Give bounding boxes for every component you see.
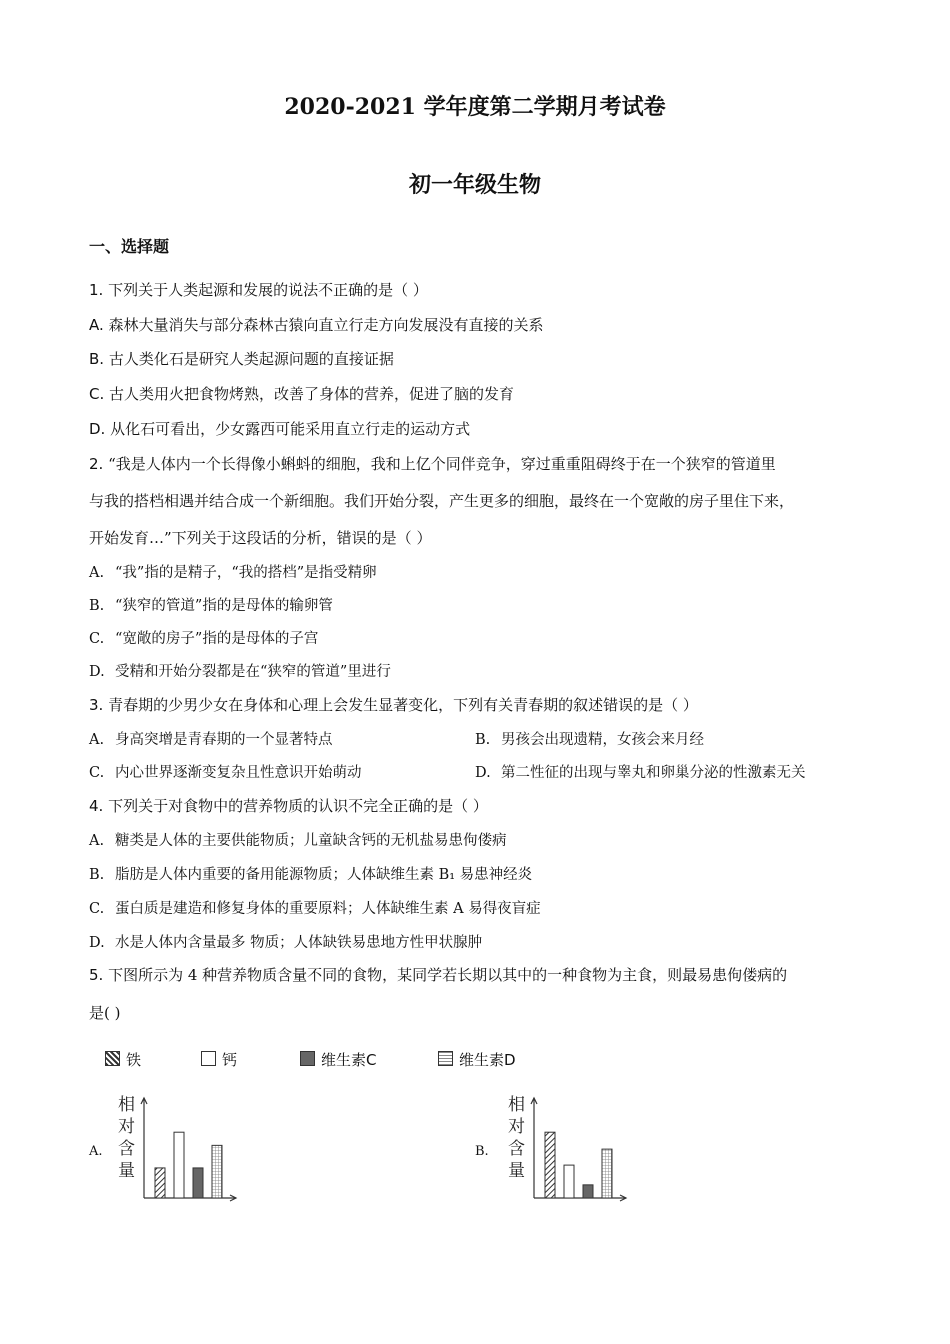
grid-swatch xyxy=(438,1051,453,1066)
y-axis-label-char: 相 xyxy=(118,1095,135,1115)
option: D. 从化石可看出，少女露西可能采用直立行走的运动方式 xyxy=(89,420,471,438)
y-axis-label-char: 对 xyxy=(118,1117,135,1137)
bar-vitamin-c xyxy=(583,1185,593,1198)
question-2 xyxy=(89,453,776,474)
bar-iron xyxy=(545,1132,555,1198)
section-heading: 一、选择题 xyxy=(89,237,170,256)
question-number: 1. xyxy=(89,281,104,299)
option: C. “宽敞的房子”指的是母体的子宫 xyxy=(89,631,319,647)
y-axis-label-char: 量 xyxy=(118,1161,135,1181)
dark-swatch xyxy=(300,1051,315,1066)
question-stem-line: 与我的搭档相遇并结合成一个新细胞。我们开始分裂，产生更多的细胞，最终在一个宽敞的房子里住下来， xyxy=(89,492,795,510)
option: D. 受精和开始分裂都是在“狭窄的管道”里进行 xyxy=(89,664,391,680)
option: A. “我”指的是精子，“我的搭档”是指受精卵 xyxy=(89,565,377,581)
chart-b xyxy=(500,1090,630,1205)
option: B. “狭窄的管道”指的是母体的输卵管 xyxy=(89,598,333,614)
chart-a-option: A. xyxy=(89,1144,103,1159)
question-stem: 青春期的少男少女在身体和心理上会发生显著变化，下列有关青春期的叙述错误的是（ ） xyxy=(103,696,698,714)
question-5 xyxy=(89,964,787,985)
legend-item-vitamin-d: 维生素D xyxy=(438,1049,516,1070)
option: D. 水是人体内含量最多 物质；人体缺铁易患地方性甲状腺肿 xyxy=(89,935,483,951)
option: A. 身高突增是青春期的一个显著特点 xyxy=(89,732,333,748)
question-number: 4. xyxy=(89,797,104,815)
option: C. 内心世界逐渐变复杂且性意识开始萌动 xyxy=(89,765,362,781)
y-axis-label-char: 相 xyxy=(508,1095,525,1115)
question-3 xyxy=(89,694,698,715)
option: B. 脂肪是人体内重要的备用能源物质；人体缺维生素 B₁ 易患神经炎 xyxy=(89,867,533,883)
option: A. 糖类是人体的主要供能物质；儿童缺含钙的无机盐易患佝偻病 xyxy=(89,833,507,849)
legend-item-calcium: 钙 xyxy=(201,1049,237,1070)
question-4 xyxy=(89,795,488,816)
question-1 xyxy=(89,279,428,300)
page-title: 2020-2021 学年度第二学期月考试卷 xyxy=(284,94,666,120)
option: B. 古人类化石是研究人类起源问题的直接证据 xyxy=(89,350,394,368)
option: C. 蛋白质是建造和修复身体的重要原料；人体缺维生素 A 易得夜盲症 xyxy=(89,901,541,917)
legend-item-vitamin-c: 维生素C xyxy=(300,1049,376,1070)
question-stem: 下列关于人类起源和发展的说法不正确的是（ ） xyxy=(103,281,428,299)
bar-vitamin-d xyxy=(602,1149,612,1198)
question-number: 3. xyxy=(89,696,104,714)
option: B. 男孩会出现遗精，女孩会来月经 xyxy=(475,732,704,748)
page-subtitle: 初一年级生物 xyxy=(408,172,541,198)
bar-iron xyxy=(155,1168,165,1198)
y-axis-label-char: 含 xyxy=(118,1139,135,1159)
question-stem: 下图所示为 4 种营养物质含量不同的食物，某同学若长期以其中的一种食物为主食，则最易患佝偻病的 xyxy=(103,966,788,984)
y-axis-label-char: 含 xyxy=(508,1139,525,1159)
question-number: 5. xyxy=(89,966,104,984)
bar-calcium xyxy=(564,1165,574,1198)
question-stem: 下列关于对食物中的营养物质的认识不完全正确的是（ ） xyxy=(103,797,488,815)
question-stem-line: 是( ) xyxy=(89,1004,121,1022)
y-axis-label-char: 对 xyxy=(508,1117,525,1137)
legend-item-iron: 铁 xyxy=(105,1049,141,1070)
bar-vitamin-c xyxy=(193,1168,203,1198)
bar-vitamin-d xyxy=(212,1145,222,1198)
question-stem-line: 开始发育…”下列关于这段话的分析，错误的是（ ） xyxy=(89,529,432,547)
option: D. 第二性征的出现与睾丸和卵巢分泌的性激素无关 xyxy=(475,765,806,781)
bar-calcium xyxy=(174,1132,184,1198)
y-axis-label-char: 量 xyxy=(508,1161,525,1181)
chart-a xyxy=(110,1090,240,1205)
question-stem: “我是人体内一个长得像小蝌蚪的细胞，我和上亿个同伴竞争，穿过重重阻碍终于在一个狭窄的管道里 xyxy=(103,455,776,473)
option: A. 森林大量消失与部分森林古猿向直立行走方向发展没有直接的关系 xyxy=(89,316,544,334)
option: C. 古人类用火把食物烤熟，改善了身体的营养，促进了脑的发育 xyxy=(89,385,515,403)
chart-b-option: B. xyxy=(475,1144,489,1159)
white-swatch xyxy=(201,1051,216,1066)
hatch-swatch xyxy=(105,1051,120,1066)
question-number: 2. xyxy=(89,455,104,473)
